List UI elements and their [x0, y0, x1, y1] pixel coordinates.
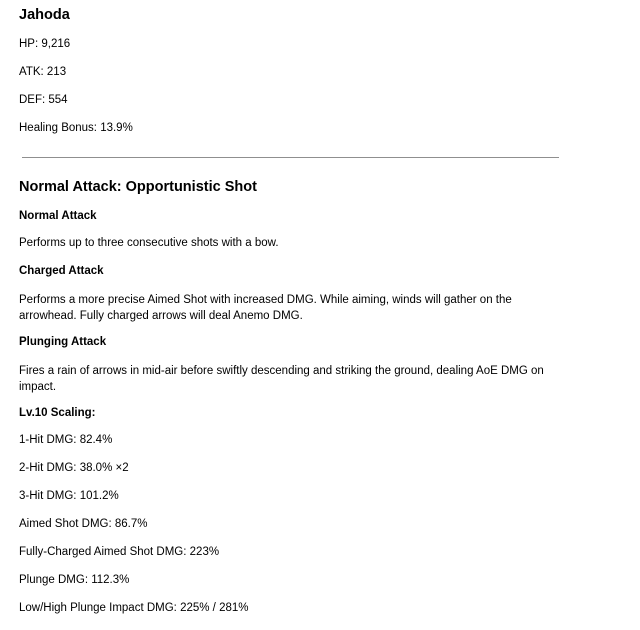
scaling-1-hit: 1-Hit DMG: 82.4%: [19, 434, 113, 446]
scaling-aimed-shot: Aimed Shot DMG: 86.7%: [19, 518, 148, 530]
scaling-label: Lv.10 Scaling:: [19, 407, 96, 419]
charged-attack-label: Charged Attack: [19, 265, 104, 277]
scaling-2-hit: 2-Hit DMG: 38.0% ×2: [19, 462, 129, 474]
scaling-3-hit: 3-Hit DMG: 101.2%: [19, 490, 119, 502]
normal-attack-text: Performs up to three consecutive shots with a bow.: [19, 237, 279, 249]
scaling-fully-charged: Fully-Charged Aimed Shot DMG: 223%: [19, 546, 220, 558]
scaling-plunge: Plunge DMG: 112.3%: [19, 574, 130, 586]
normal-attack-label: Normal Attack: [19, 210, 97, 222]
scaling-plunge-impact: Low/High Plunge Impact DMG: 225% / 281%: [19, 602, 249, 614]
stat-def: DEF: 554: [19, 94, 68, 106]
character-name: Jahoda: [19, 7, 70, 23]
stat-atk: ATK: 213: [19, 66, 67, 78]
plunging-attack-label: Plunging Attack: [19, 336, 107, 348]
stat-healing-bonus: Healing Bonus: 13.9%: [19, 122, 133, 134]
section-heading: Normal Attack: Opportunistic Shot: [19, 179, 257, 195]
stat-hp: HP: 9,216: [19, 38, 71, 50]
charged-attack-text: Performs a more precise Aimed Shot with increased DMG. While aiming, winds will gather on the arrowhead. Fully charged arrows will deal Anemo DMG.: [19, 294, 512, 322]
plunging-attack-text: Fires a rain of arrows in mid-air before swiftly descending and striking the ground, dealing AoE DMG on impact.: [19, 365, 544, 393]
section-divider: [22, 157, 559, 158]
